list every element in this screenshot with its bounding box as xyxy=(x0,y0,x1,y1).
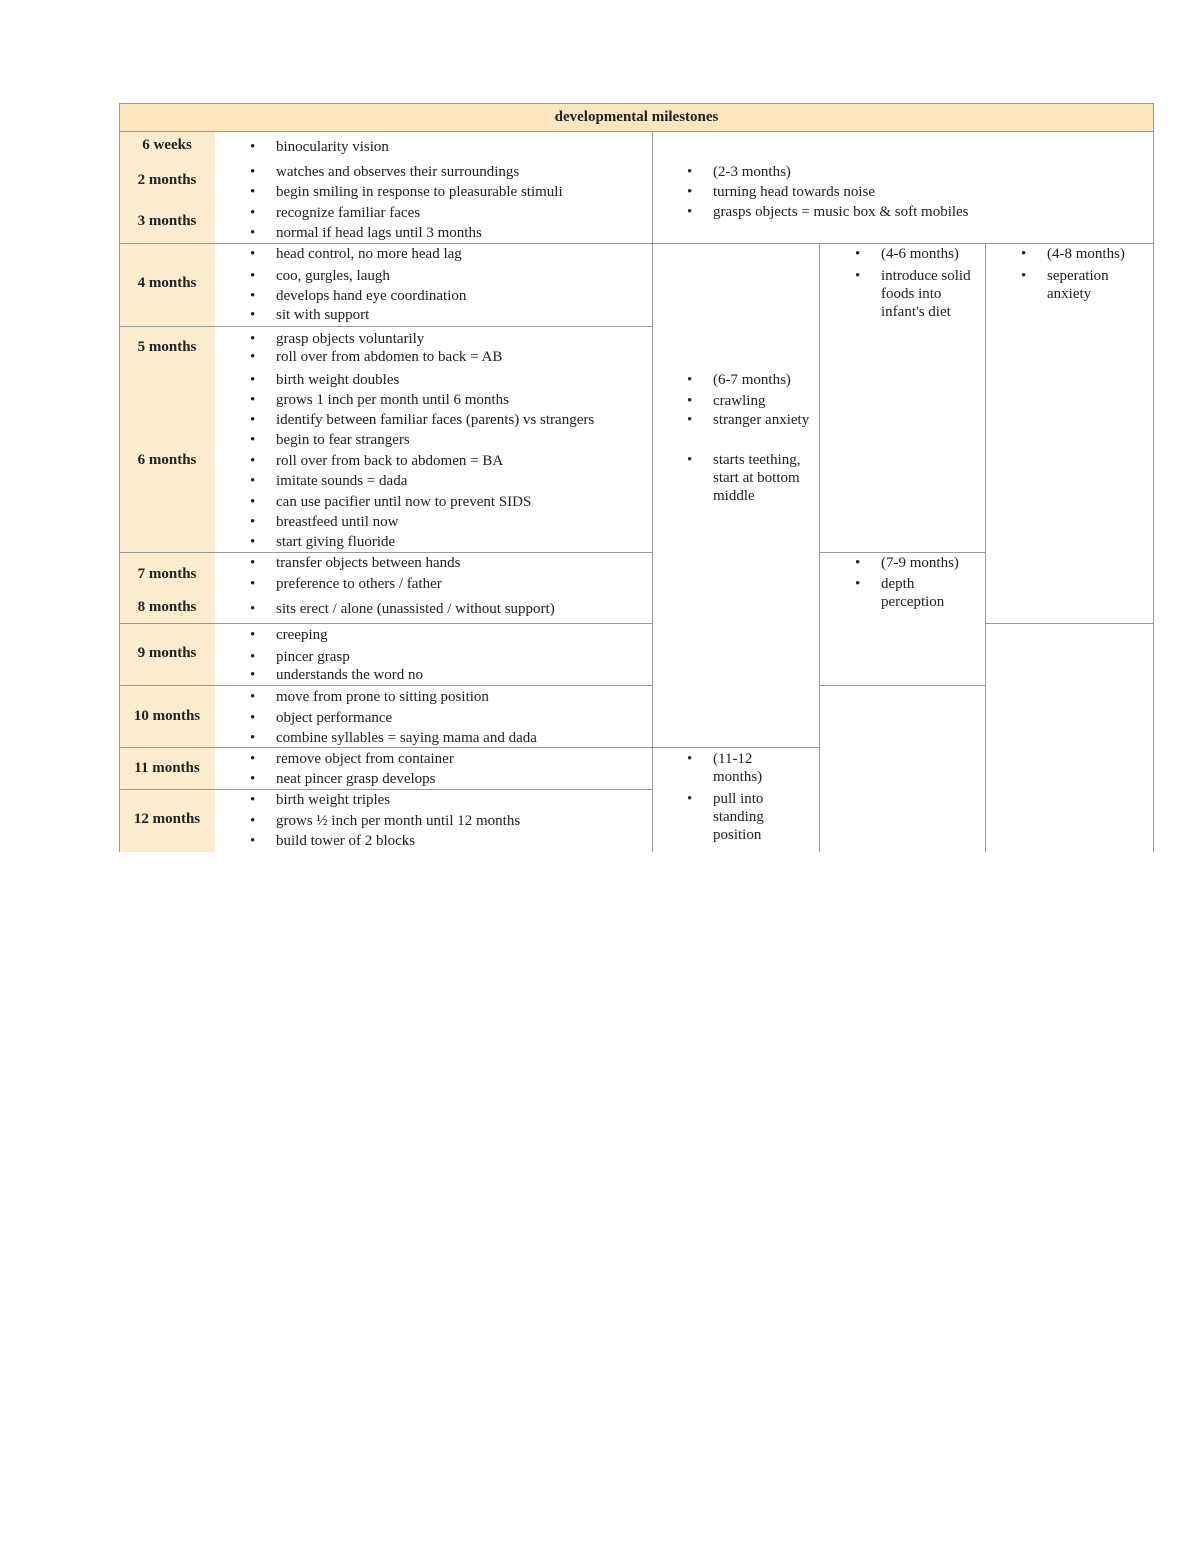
milestone-item: • neat pincer grasp develops xyxy=(276,770,436,788)
age-label: 6 months xyxy=(137,452,197,468)
column-divider-3 xyxy=(985,243,986,852)
column-divider-1 xyxy=(652,132,653,852)
milestone-item: • binocularity vision xyxy=(276,138,389,156)
milestone-item: • normal if head lags until 3 months xyxy=(276,224,482,242)
age-label: 6 weeks xyxy=(142,137,192,153)
row-divider xyxy=(819,552,986,553)
milestone-item: • grasp objects voluntarily xyxy=(276,330,424,348)
row-divider xyxy=(119,243,1154,244)
milestone-item: • pincer grasp xyxy=(276,648,350,666)
milestone-item: • birth weight doubles xyxy=(276,371,399,389)
side-note-item: • (2-3 months) xyxy=(713,163,791,181)
row-divider xyxy=(119,623,653,624)
age-column xyxy=(119,132,215,852)
milestone-item: • move from prone to sitting position xyxy=(276,688,489,706)
milestone-item: • grows 1 inch per month until 6 months xyxy=(276,391,509,409)
milestone-item: • breastfeed until now xyxy=(276,513,398,531)
age-label: 11 months xyxy=(134,760,200,776)
age-label: 5 months xyxy=(137,339,197,355)
age-label: 3 months xyxy=(137,213,197,229)
milestone-item: • roll over from abdomen to back = AB xyxy=(276,348,502,366)
bullet-icon: • xyxy=(855,576,861,592)
side-note-item: • crawling xyxy=(713,392,765,410)
bullet-icon: • xyxy=(687,412,693,428)
side-note-item: • (6-7 months) xyxy=(713,371,791,389)
bullet-icon: • xyxy=(1021,268,1027,284)
milestone-item: • head control, no more head lag xyxy=(276,245,462,263)
bullet-icon: • xyxy=(687,751,693,767)
milestone-item: • start giving fluoride xyxy=(276,533,395,551)
side-note-item: introduce solid foods into infant's diet xyxy=(881,268,971,320)
milestone-item: • remove object from container xyxy=(276,750,454,768)
milestone-item: • develops hand eye coordination xyxy=(276,287,466,305)
age-label: 4 months xyxy=(137,275,197,291)
side-note-item: • grasps objects = music box & soft mobiles xyxy=(713,203,969,221)
row-divider xyxy=(819,685,986,686)
row-divider xyxy=(119,552,653,553)
milestone-item: • transfer objects between hands xyxy=(276,554,461,572)
milestone-item: • roll over from back to abdomen = BA xyxy=(276,452,503,470)
milestone-item: • preference to others / father xyxy=(276,575,442,593)
bullet-icon: • xyxy=(687,791,693,807)
row-divider xyxy=(119,326,653,327)
milestone-item: • can use pacifier until now to prevent SIDS xyxy=(276,493,531,511)
milestone-item: • begin smiling in response to pleasurable stimuli xyxy=(276,183,563,201)
side-note-item: • turning head towards noise xyxy=(713,183,875,201)
age-label: 10 months xyxy=(133,708,201,724)
bullet-icon: • xyxy=(855,268,861,284)
milestone-item: • grows ½ inch per month until 12 months xyxy=(276,812,520,830)
table-border-right xyxy=(1153,103,1154,852)
row-divider xyxy=(119,747,819,748)
milestone-item: • object performance xyxy=(276,709,392,727)
table-title: developmental milestones xyxy=(119,103,1154,132)
row-divider xyxy=(985,623,1154,624)
age-label: 9 months xyxy=(137,645,197,661)
milestone-item: • begin to fear strangers xyxy=(276,431,410,449)
side-note-item: pull into standing position xyxy=(713,791,764,843)
age-label: 12 months xyxy=(133,811,201,827)
side-note-item: seperation anxiety xyxy=(1047,268,1109,302)
age-label: 2 months xyxy=(137,172,197,188)
age-label: 7 months xyxy=(137,566,197,582)
row-divider xyxy=(119,789,653,790)
milestone-item: • build tower of 2 blocks xyxy=(276,832,415,850)
side-note-item: (11-12 months) xyxy=(713,751,763,785)
age-label: 8 months xyxy=(137,599,197,615)
side-note-item: stranger anxiety xyxy=(713,412,810,428)
milestone-item: • creeping xyxy=(276,626,328,644)
milestone-item: • watches and observes their surroundings xyxy=(276,163,519,181)
milestone-item: • sit with support xyxy=(276,306,369,324)
milestone-item: • combine syllables = saying mama and dada xyxy=(276,729,537,747)
milestone-item: • sits erect / alone (unassisted / without support) xyxy=(276,600,555,618)
milestone-item: • recognize familiar faces xyxy=(276,204,420,222)
milestone-item: • birth weight triples xyxy=(276,791,390,809)
side-note-item: • (4-6 months) xyxy=(881,245,959,263)
side-note-item: starts teething, start at bottom middle xyxy=(713,452,801,504)
side-note-item: • (4-8 months) xyxy=(1047,245,1125,263)
milestone-item: • understands the word no xyxy=(276,666,423,684)
milestone-item: • identify between familiar faces (parents) vs strangers xyxy=(276,411,594,429)
column-divider-2 xyxy=(819,243,820,852)
milestone-item: • coo, gurgles, laugh xyxy=(276,267,390,285)
side-note-item: • (7-9 months) xyxy=(881,554,959,572)
milestone-item: • imitate sounds = dada xyxy=(276,472,407,490)
side-note-item: depth perception xyxy=(881,576,945,610)
bullet-icon: • xyxy=(687,452,693,468)
row-divider xyxy=(119,685,653,686)
